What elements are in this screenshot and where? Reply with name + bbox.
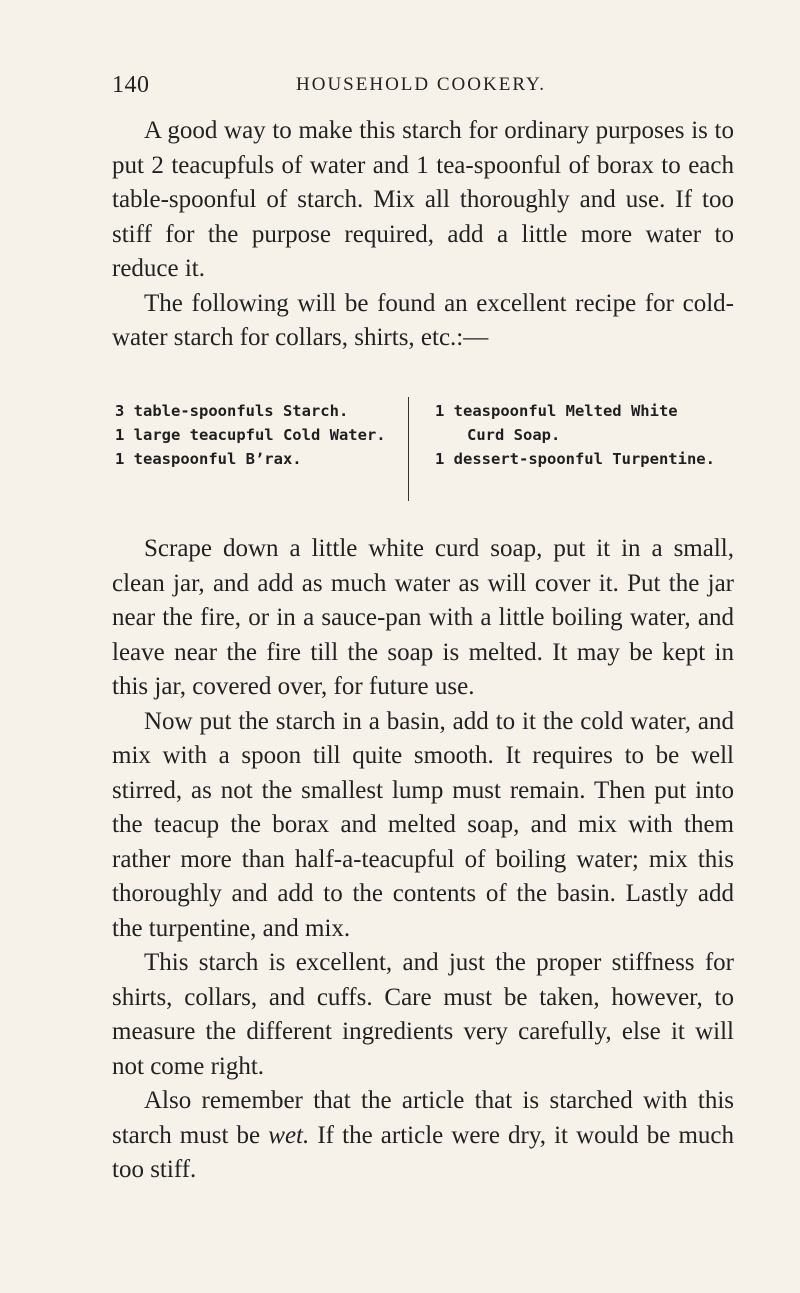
column-divider [408, 397, 409, 501]
ingredient-line: 1 large teacupful Cold Water. [115, 426, 386, 444]
page-number: 140 [112, 72, 150, 98]
paragraph: The following will be found an excellent recipe for cold-water starch for collars, shirts, etc.:— [112, 289, 734, 351]
paragraph: This starch is excellent, and just the proper stiffness for shirts, collars, and cuffs. Care must be taken, however, to measure the different ingredients very carefully, else it will not come right. [112, 949, 734, 1080]
ingredient-line: 1 teaspoonful Bʼrax. [115, 450, 302, 468]
ingredient-line: 1 dessert-spoonful Turpentine. [435, 450, 715, 468]
paragraph: A good way to make this starch for ordinary purposes is to put 2 teacupfuls of water and 1 tea-spoonful of borax to each table-spoonful of starch. Mix all thoroughly and use. If too stiff for the purpose required, add a little more water to reduce it. [112, 117, 734, 282]
ingredients-right-column [435, 399, 740, 471]
text-run: If the article were dry, it would be much too stiff. [112, 1121, 734, 1183]
ingredients-left-column [115, 399, 405, 471]
method-text [112, 532, 734, 1188]
ingredients-table [115, 399, 740, 503]
paragraph-last [112, 1084, 734, 1188]
ingredient-line: 1 teaspoonful Melted White [435, 402, 678, 420]
running-title: HOUSEHOLD COOKERY. [296, 74, 546, 95]
running-head [112, 72, 730, 102]
paragraph: Scrape down a little white curd soap, put it in a small, clean jar, and add as much water as will cover it. Put the jar near the fire, or in a sauce-pan with a little boiling water, and leave near the fire till the soap is melted. It may be kept in this jar, covered over, for future use. [112, 535, 734, 700]
intro-text [112, 114, 734, 356]
paragraph: Now put the starch in a basin, add to it the cold water, and mix with a spoon till quite smooth. It requires to be well stirred, as not the smallest lump must remain. Then put into the teacup the borax and melted soap, and mix with them rather more than half-a-teacupful of boiling water; mix this thoroughly and add to the contents of the basin. Lastly add the turpentine, and mix. [112, 707, 734, 942]
text-run: Also remember that the article that is starched with this starch must be [112, 1087, 734, 1149]
ingredient-line: Curd Soap. [467, 426, 561, 444]
emphasis: wet. [268, 1121, 310, 1149]
ingredient-line: 3 table-spoonfuls Starch. [115, 402, 349, 420]
